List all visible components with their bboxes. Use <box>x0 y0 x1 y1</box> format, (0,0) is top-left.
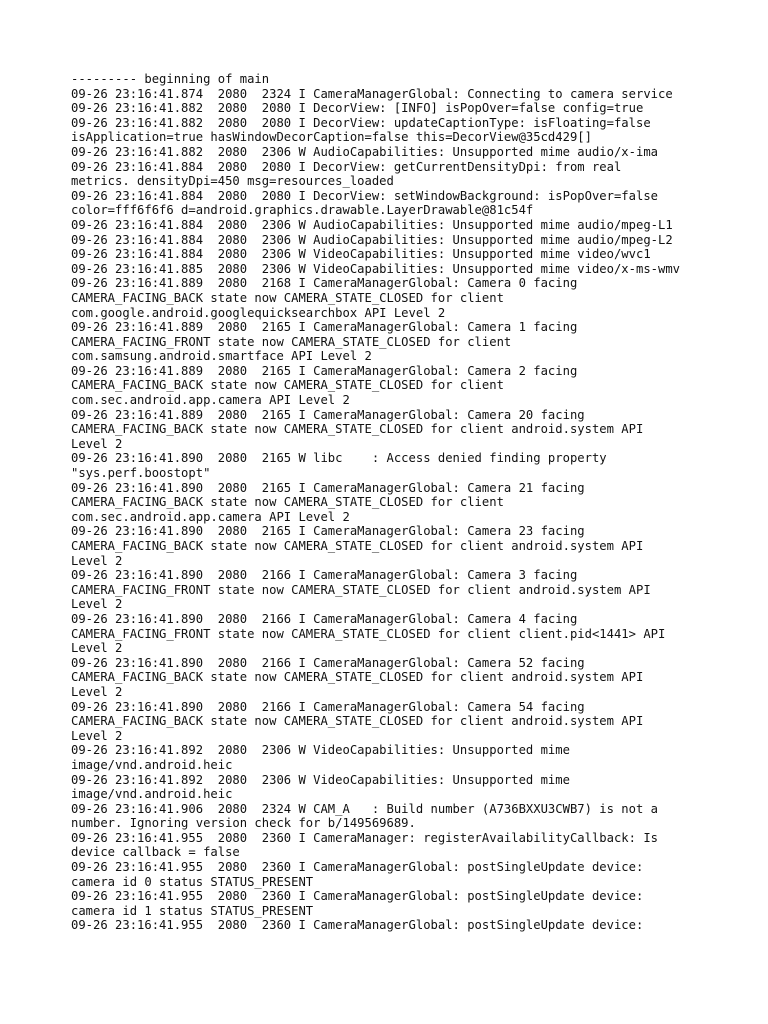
log-line: 09-26 23:16:41.889 2080 2165 I CameraManagerGlobal: Camera 20 facing <box>71 407 585 422</box>
log-line: number. Ignoring version check for b/149569689. <box>71 816 416 831</box>
log-line: 09-26 23:16:41.890 2080 2165 I CameraManagerGlobal: Camera 21 facing <box>71 480 585 495</box>
log-line: 09-26 23:16:41.884 2080 2080 I DecorView: getCurrentDensityDpi: from real <box>71 159 622 174</box>
log-line: image/vnd.android.heic <box>71 757 233 772</box>
log-line: 09-26 23:16:41.955 2080 2360 I CameraManagerGlobal: postSingleUpdate device: <box>71 918 644 933</box>
log-line: 09-26 23:16:41.882 2080 2080 I DecorView: [INFO] isPopOver=false config=true <box>71 101 644 116</box>
log-line: CAMERA_FACING_FRONT state now CAMERA_STATE_CLOSED for client client.pid<1441> API <box>71 626 666 641</box>
log-line: 09-26 23:16:41.906 2080 2324 W CAM_A : Build number (A736BXXU3CWB7) is not a <box>71 801 658 816</box>
log-line: 09-26 23:16:41.892 2080 2306 W VideoCapabilities: Unsupported mime <box>71 772 570 787</box>
log-line: 09-26 23:16:41.890 2080 2166 I CameraManagerGlobal: Camera 4 facing <box>71 611 578 626</box>
log-line: com.sec.android.app.camera API Level 2 <box>71 393 350 408</box>
log-line: camera id 1 status STATUS_PRESENT <box>71 903 314 918</box>
log-line: 09-26 23:16:41.874 2080 2324 I CameraManagerGlobal: Connecting to camera service <box>71 86 673 101</box>
log-line: 09-26 23:16:41.890 2080 2165 W libc : Access denied finding property <box>71 451 607 466</box>
log-line: camera id 0 status STATUS_PRESENT <box>71 874 314 889</box>
log-line: 09-26 23:16:41.892 2080 2306 W VideoCapabilities: Unsupported mime <box>71 743 570 758</box>
log-line: CAMERA_FACING_BACK state now CAMERA_STATE_CLOSED for client <box>71 378 504 393</box>
log-output <box>71 72 731 933</box>
log-line: 09-26 23:16:41.955 2080 2360 I CameraManagerGlobal: postSingleUpdate device: <box>71 889 644 904</box>
log-line: 09-26 23:16:41.955 2080 2360 I CameraManagerGlobal: postSingleUpdate device: <box>71 860 644 875</box>
log-line: CAMERA_FACING_BACK state now CAMERA_STATE_CLOSED for client <box>71 495 504 510</box>
log-line: metrics. densityDpi=450 msg=resources_loaded <box>71 174 394 189</box>
log-line: 09-26 23:16:41.890 2080 2166 I CameraManagerGlobal: Camera 3 facing <box>71 568 578 583</box>
log-line: Level 2 <box>71 728 123 743</box>
log-line: CAMERA_FACING_BACK state now CAMERA_STATE_CLOSED for client android.system API <box>71 670 644 685</box>
log-line: --------- beginning of main <box>71 72 270 86</box>
log-line: Level 2 <box>71 684 123 699</box>
log-line: Level 2 <box>71 436 123 451</box>
log-line: 09-26 23:16:41.890 2080 2166 I CameraManagerGlobal: Camera 52 facing <box>71 655 585 670</box>
log-line: CAMERA_FACING_FRONT state now CAMERA_STATE_CLOSED for client <box>71 334 512 349</box>
log-line: 09-26 23:16:41.889 2080 2168 I CameraManagerGlobal: Camera 0 facing <box>71 276 578 291</box>
log-line: CAMERA_FACING_BACK state now CAMERA_STATE_CLOSED for client android.system API <box>71 539 644 553</box>
log-line: Level 2 <box>71 597 123 612</box>
log-line: 09-26 23:16:41.884 2080 2306 W VideoCapabilities: Unsupported mime video/wvc1 <box>71 247 651 262</box>
log-line: Level 2 <box>71 641 123 656</box>
log-line: 09-26 23:16:41.884 2080 2306 W AudioCapabilities: Unsupported mime audio/mpeg-L1 <box>71 217 673 232</box>
log-line: com.sec.android.app.camera API Level 2 <box>71 509 350 524</box>
log-line: com.samsung.android.smartface API Level 2 <box>71 349 372 364</box>
log-line: 09-26 23:16:41.885 2080 2306 W VideoCapabilities: Unsupported mime video/x-ms-wmv <box>71 261 681 276</box>
log-line: 09-26 23:16:41.890 2080 2166 I CameraManagerGlobal: Camera 54 facing <box>71 699 585 714</box>
log-line: device callback = false <box>71 845 240 860</box>
log-line: 09-26 23:16:41.889 2080 2165 I CameraManagerGlobal: Camera 1 facing <box>71 320 578 335</box>
log-line: 09-26 23:16:41.884 2080 2306 W AudioCapabilities: Unsupported mime audio/mpeg-L2 <box>71 232 673 247</box>
log-line: com.google.android.googlequicksearchbox API Level 2 <box>71 305 446 320</box>
log-line: CAMERA_FACING_BACK state now CAMERA_STATE_CLOSED for client android.system API <box>71 422 644 437</box>
log-line: isApplication=true hasWindowDecorCaption=false this=DecorView@35cd429[] <box>71 130 592 145</box>
log-line: 09-26 23:16:41.882 2080 2306 W AudioCapabilities: Unsupported mime audio/x-ima <box>71 144 658 159</box>
log-line: 09-26 23:16:41.955 2080 2360 I CameraManager: registerAvailabilityCallback: Is <box>71 830 658 845</box>
log-line: 09-26 23:16:41.882 2080 2080 I DecorView: updateCaptionType: isFloating=false <box>71 115 651 130</box>
log-line: CAMERA_FACING_BACK state now CAMERA_STATE_CLOSED for client <box>71 290 504 305</box>
log-line: 09-26 23:16:41.889 2080 2165 I CameraManagerGlobal: Camera 2 facing <box>71 363 578 378</box>
log-line: 09-26 23:16:41.890 2080 2165 I CameraManagerGlobal: Camera 23 facing <box>71 524 585 539</box>
log-line: CAMERA_FACING_FRONT state now CAMERA_STATE_CLOSED for client android.system API <box>71 582 651 597</box>
log-line: color=fff6f6f6 d=android.graphics.drawable.LayerDrawable@81c54f <box>71 203 534 218</box>
log-line: Level 2 <box>71 553 123 568</box>
log-line: CAMERA_FACING_BACK state now CAMERA_STATE_CLOSED for client android.system API <box>71 714 644 729</box>
log-line: "sys.perf.boostopt" <box>71 466 211 481</box>
log-line: 09-26 23:16:41.884 2080 2080 I DecorView: setWindowBackground: isPopOver=false <box>71 188 658 203</box>
log-line: image/vnd.android.heic <box>71 787 233 802</box>
